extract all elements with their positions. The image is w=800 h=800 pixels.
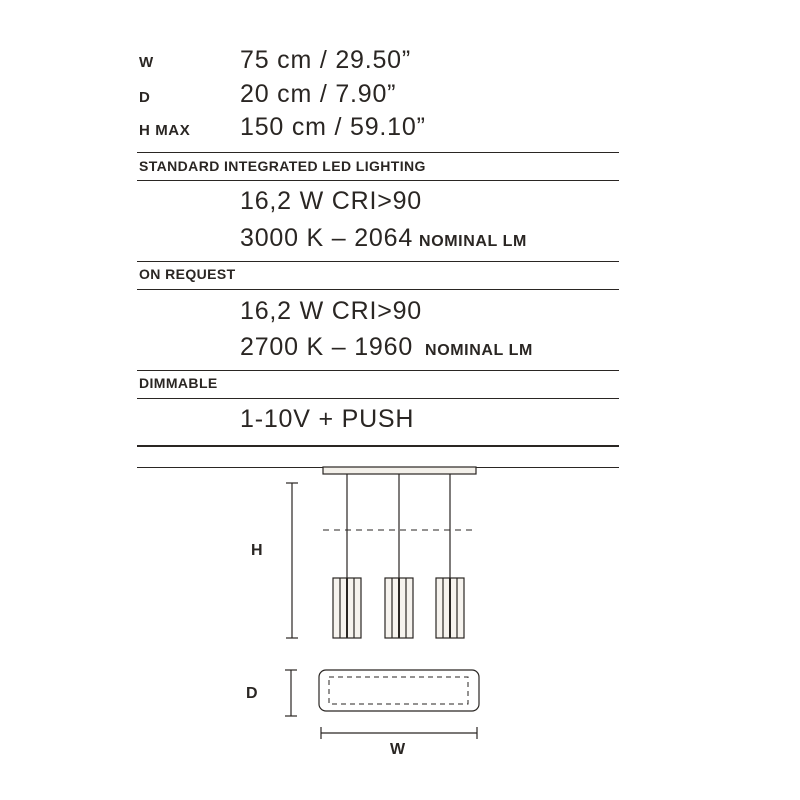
standard-lumen-unit: NOMINAL LM: [419, 233, 527, 250]
width-value: 75 cm / 29.50”: [240, 46, 412, 74]
drawing-width-label: W: [390, 741, 406, 758]
drawing-height-label: H: [251, 542, 263, 559]
top-view-inner: [329, 677, 468, 704]
standard-temperature-value: 3000 K – 2064: [240, 224, 414, 252]
drawing-depth-label: D: [246, 685, 258, 702]
depth-label: D: [139, 89, 151, 106]
standard-lighting-heading: STANDARD INTEGRATED LED LIGHTING: [139, 158, 426, 174]
on-request-heading: ON REQUEST: [139, 266, 236, 282]
top-view-outline: [319, 670, 479, 711]
depth-dimension-line: [285, 670, 297, 716]
ceiling-canopy: [323, 467, 476, 474]
dimmable-heading: DIMMABLE: [139, 375, 218, 391]
pendant-right: [436, 578, 464, 638]
pendant-center: [385, 578, 413, 638]
height-dimension-line: [286, 483, 298, 638]
depth-value: 20 cm / 7.90”: [240, 80, 397, 108]
on-request-power: 16,2 W CRI>90: [240, 297, 423, 325]
on-request-temperature-value: 2700 K – 1960: [240, 333, 414, 361]
width-dimension-line: [321, 727, 477, 739]
width-label: W: [139, 54, 154, 71]
standard-power: 16,2 W CRI>90: [240, 187, 423, 215]
dimmable-value: 1-10V + PUSH: [240, 405, 415, 433]
height-value: 150 cm / 59.10”: [240, 113, 426, 141]
height-label: H MAX: [139, 122, 191, 139]
on-request-lumen-unit: NOMINAL LM: [425, 342, 533, 359]
pendant-left: [333, 578, 361, 638]
